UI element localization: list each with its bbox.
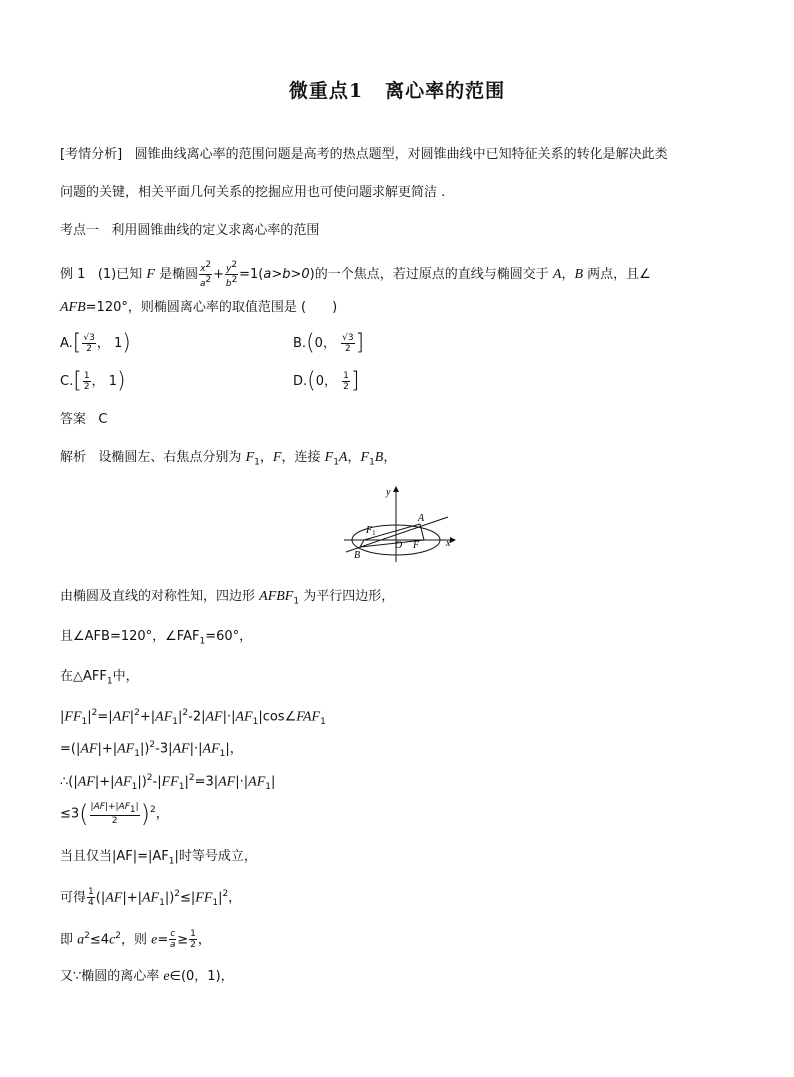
option-D-label: D.	[293, 374, 308, 389]
label-y: y	[386, 487, 391, 498]
frac-y2-b2: $\frac{y^2}{b^2}$	[225, 260, 238, 289]
label-O: O	[395, 540, 403, 551]
sol-line8-text: 当且仅当|AF|=|AF	[60, 849, 169, 864]
sol-line9: 可得 $\frac{1}{4}$ $(|AF|+|AF_1|)^2\le|FF_1|^2$，	[60, 887, 242, 909]
option-B: B.(0， $\frac{√3}{2}$ ]	[293, 330, 365, 356]
sol-line3-text: 在△AFF	[60, 669, 107, 684]
analysis-tag: [考情分析]	[60, 147, 123, 162]
example-two-points: 两点，且∠	[587, 267, 651, 282]
y-axis-arrow	[393, 486, 399, 492]
option-A: A.[ $\frac{√3}{2}$ ， 1)	[60, 330, 131, 356]
sol-line4: $|FF_1|^2=|AF|^2+|AF_1|^2-2|AF|\cdot|AF_1|\cos\angle FAF_1$	[60, 708, 326, 727]
sol-line11: 又∵椭圆的离心率 e∈(0，1)，	[60, 969, 234, 984]
analysis-line1	[60, 146, 668, 164]
option-A-right: 1	[114, 336, 123, 351]
sol-line8-tail: |时等号成立，	[174, 849, 257, 864]
option-D-left: 0	[315, 374, 325, 389]
option-B-den: 2	[344, 344, 351, 354]
solution-intro-text: 设椭圆左、右焦点分别为	[98, 450, 242, 465]
sol-line5: $=(|AF|+|AF_1|)^2-3|AF|\cdot|AF_1|$，	[60, 740, 243, 759]
sol-line11-text: 又∵椭圆的离心率	[60, 969, 160, 984]
label-x: x	[446, 538, 451, 549]
option-B-label: B.	[293, 336, 307, 351]
sol-line7: ≤3( $\frac{|AF|+|AF_1|}{2}$ )$^2$，	[60, 799, 169, 828]
option-A-num: √3	[83, 333, 95, 343]
option-D-num: 1	[343, 371, 349, 381]
eq-cond: a>b>0	[263, 267, 310, 282]
example-line1: 例 1 (1)已知 F 是椭圆 $\frac{x^2}{a^2}$ + $\frac{y^2}{b^2}$ =1(a>b>0)的一个焦点，若过原点的直线与椭圆交于 A，B 两点，且∠	[60, 260, 651, 289]
x-axis-arrow	[450, 537, 456, 543]
example-part: (1)已知	[97, 267, 143, 282]
ellipse-figure	[340, 482, 460, 564]
option-C-num: 1	[83, 371, 90, 381]
sol-line10-text: 即	[60, 932, 74, 948]
page-title	[0, 76, 794, 103]
title-part2: 离心率的范围	[385, 80, 506, 102]
angle-AFB: AFB	[60, 300, 86, 315]
sol-line1-text: 由椭圆及直线的对称性知，四边形	[60, 589, 256, 604]
sol-line10: 即 $a^2\le 4c^2$，则 e= $\frac{c}{a}$ ≥ $\frac{1}{2}$ ，	[60, 929, 211, 951]
sol-line3: 在$\triangle AFF_1$中，	[60, 669, 139, 687]
example-rest: )的一个焦点，若过原点的直线与椭圆交于	[309, 267, 549, 282]
focus-F: F	[146, 267, 155, 282]
section-text: 利用圆锥曲线的定义求离心率的范围	[111, 223, 320, 238]
solution-intro: 解析 设椭圆左、右焦点分别为 $F_1$，F，连接 $F_1A$，$F_1B$，	[60, 450, 397, 468]
solution-label: 解析	[60, 450, 87, 465]
option-C-label: C.	[60, 374, 74, 389]
sol-line1: 由椭圆及直线的对称性知，四边形 $AFBF_1$ 为平行四边形，	[60, 589, 395, 607]
answer-value: C	[98, 412, 108, 427]
title-part1: 微重点1	[288, 80, 364, 102]
point-A: A	[552, 267, 562, 282]
point-B: B	[574, 267, 584, 282]
option-B-left: 0	[314, 336, 323, 351]
sol-line2: 且∠AFB=120°，$\angle FAF_1=60^\circ$，	[60, 629, 253, 647]
frac-x2-a2: $\frac{x^2}{a^2}$	[200, 260, 212, 289]
option-A-label: A.	[60, 336, 73, 351]
eq-tail: =1(	[239, 267, 264, 282]
label-B: B	[354, 550, 361, 561]
analysis-text1: 圆锥曲线离心率的范围问题是高考的热点题型，对圆锥曲线中已知特征关系的转化是解决此类	[134, 147, 668, 162]
label-F1: $F_1$	[366, 525, 376, 537]
option-C: C.[ $\frac{1}{2}$ ， 1)	[60, 368, 126, 394]
label-F: F	[413, 540, 420, 551]
sol-line1-tail: 为平行四边形，	[303, 589, 395, 604]
solution-connect: 连接	[294, 450, 321, 465]
sol-line9-text: 可得	[60, 890, 87, 906]
section-heading	[60, 222, 319, 240]
option-D: D.(0， $\frac{1}{2}$ ]	[293, 368, 360, 394]
sol-line2-text: 且∠AFB=120°，∠FAF	[60, 629, 200, 644]
analysis-line2: 问题的关键，相关平面几何关系的挖掘应用也可使问题求解更简洁 .	[60, 185, 446, 200]
option-D-den: 2	[343, 382, 349, 392]
answer-label: 答案	[60, 412, 87, 427]
label-A: A	[418, 513, 425, 524]
answer-line	[60, 411, 108, 429]
option-A-den: 2	[86, 344, 92, 354]
sol-line3-tail: 中，	[112, 669, 139, 684]
sol-line6: $\therefore(|AF|+|AF_1|)^2-|FF_1|^2=3|AF|\cdot|AF_1|$	[60, 773, 276, 792]
option-B-num: √3	[342, 333, 354, 343]
option-C-right: 1	[108, 374, 117, 389]
option-C-den: 2	[83, 382, 90, 392]
example-line2	[60, 299, 337, 317]
sol-line8: 当且仅当$|AF|=|AF_1|$时等号成立，	[60, 849, 257, 867]
example-question: =120°，则椭圆离心率的取值范围是 ( )	[85, 300, 338, 315]
example-label: 例 1	[60, 267, 86, 282]
section-label: 考点一	[60, 223, 100, 238]
example-ellipse-text: 是椭圆	[159, 267, 199, 282]
